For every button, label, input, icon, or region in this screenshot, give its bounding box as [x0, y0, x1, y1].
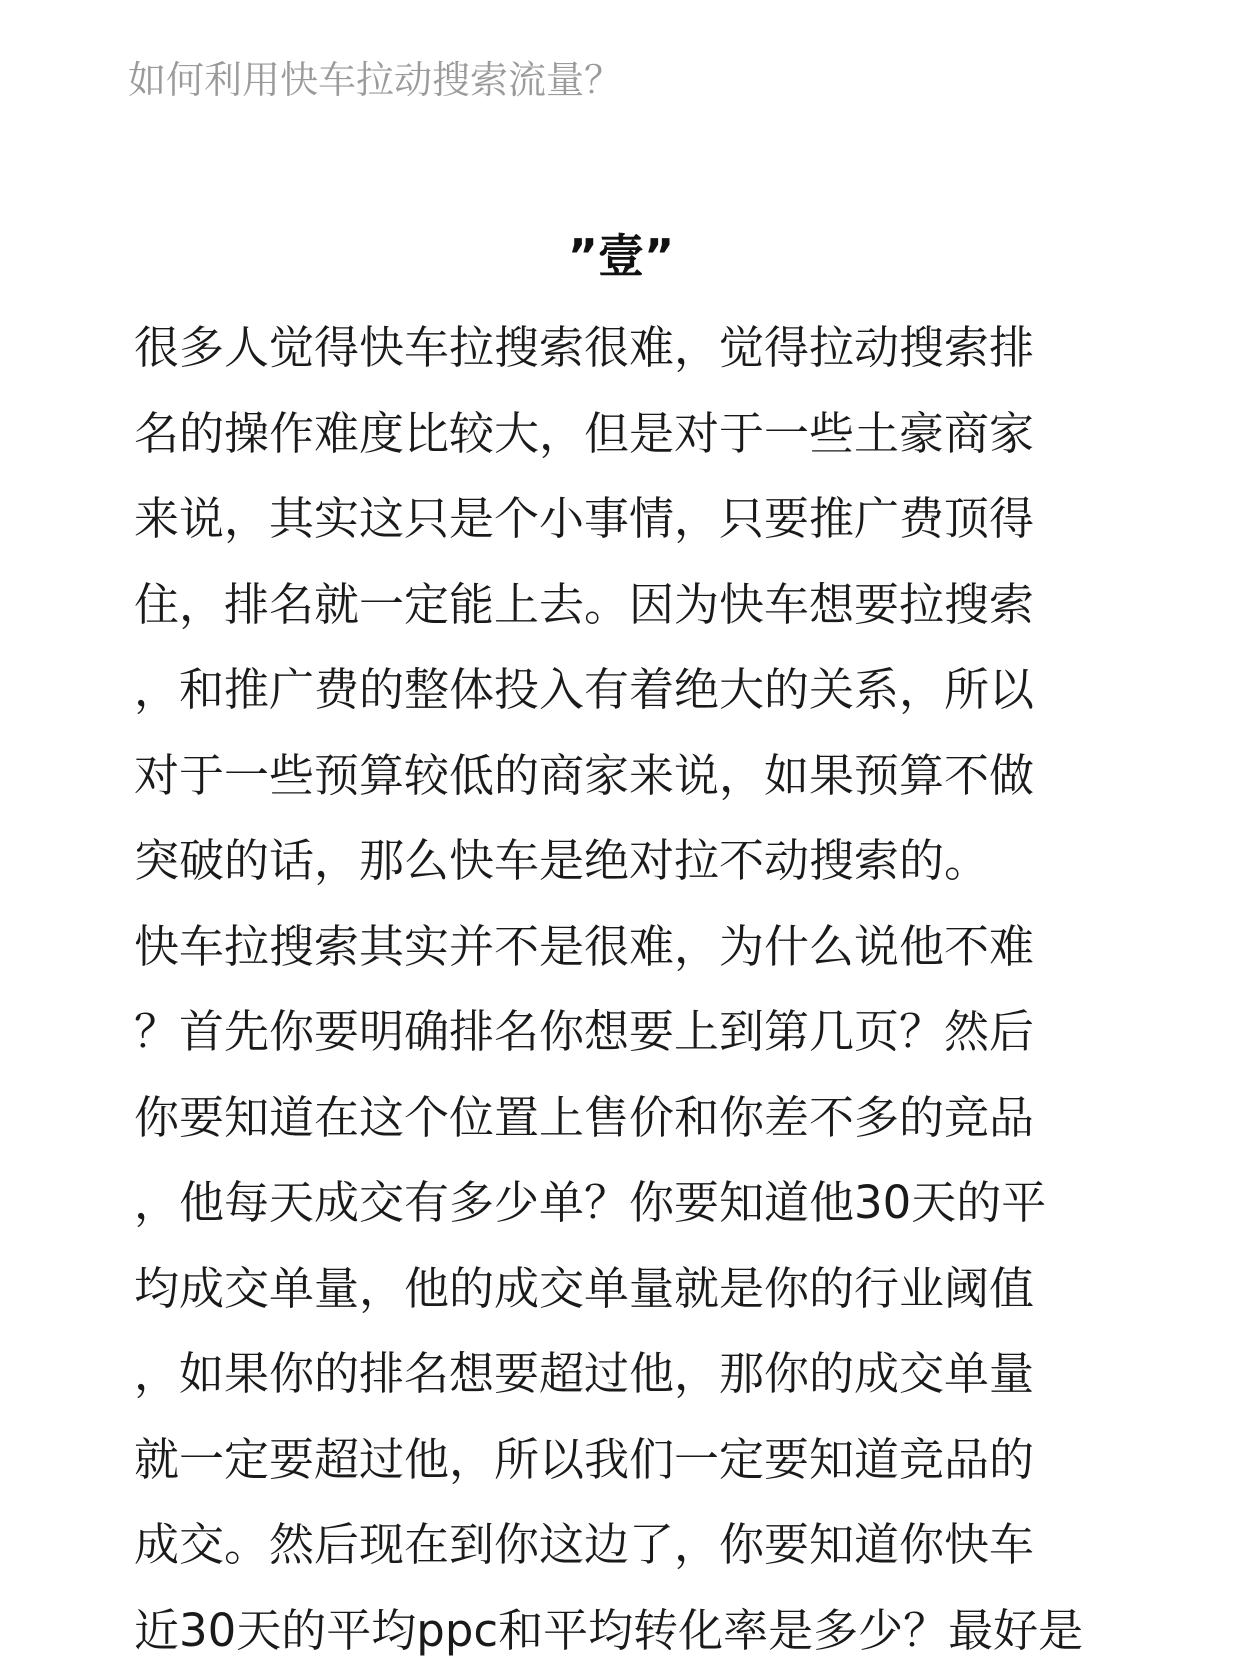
text-line: 成交。然后现在到你这边了，你要知道你快车 [134, 1502, 1134, 1588]
text-line: 突破的话，那么快车是绝对拉不动搜索的。 [134, 818, 1134, 904]
text-line: 均成交单量，他的成交单量就是你的行业阈值 [134, 1246, 1134, 1332]
text-line: ，如果你的排名想要超过他，那你的成交单量 [134, 1331, 1134, 1417]
text-line: 就一定要超过他，所以我们一定要知道竞品的 [134, 1417, 1134, 1503]
text-line: 名的操作难度比较大，但是对于一些土豪商家 [134, 391, 1134, 477]
text-line: 快车拉搜索其实并不是很难，为什么说他不难 [134, 904, 1134, 990]
text-line: 住，排名就一定能上去。因为快车想要拉搜索 [134, 562, 1134, 648]
text-line: ，他每天成交有多少单？你要知道他30天的平 [134, 1160, 1134, 1246]
text-line: 近30天的平均ppc和平均转化率是多少？最好是 [134, 1588, 1134, 1673]
text-line: 对于一些预算较低的商家来说，如果预算不做 [134, 733, 1134, 819]
text-line: 来说，其实这只是个小事情，只要推广费顶得 [134, 476, 1134, 562]
paragraph [134, 305, 1134, 904]
text-line: 你要知道在这个位置上售价和你差不多的竞品 [134, 1075, 1134, 1161]
text-line: ，和推广费的整体投入有着绝大的关系，所以 [134, 647, 1134, 733]
text-line: 很多人觉得快车拉搜索很难，觉得拉动搜索排 [134, 305, 1134, 391]
text-line: ？首先你要明确排名你想要上到第几页？然后 [134, 989, 1134, 1075]
article-title: 如何利用快车拉动搜索流量？ [128, 52, 622, 108]
article-body [134, 305, 1134, 1673]
paragraph [134, 904, 1134, 1673]
section-heading: ”壹” [0, 226, 1242, 286]
